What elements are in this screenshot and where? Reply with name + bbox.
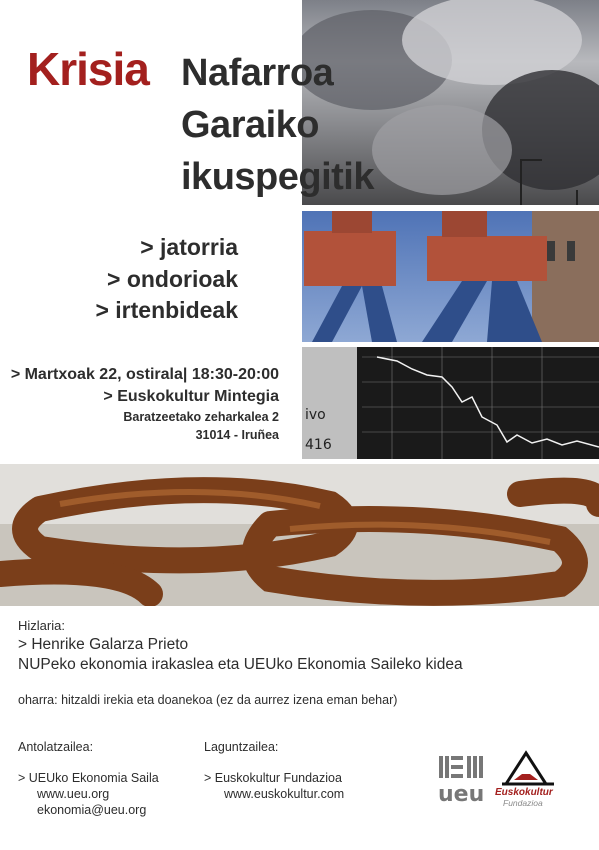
topic-origin: > jatorria [140,234,238,260]
event-city: 31014 - Iruñea [195,428,279,442]
speaker-label: Hizlaria: [18,618,65,633]
organizer-name: > UEUko Ekonomia Saila [18,771,159,785]
event-venue: > Euskokultur Mintegia [103,388,279,405]
event-street: Baratzeetako zeharkalea 2 [123,410,279,424]
board-number-2: 416 [305,437,332,453]
chain-illustration [0,464,599,606]
speaker-role: NUPeko ekonomia irakaslea eta UEUko Ekonomia Saileko kidea [18,656,463,673]
organizer-label: Antolatzailea: [18,740,94,754]
title-highlight: Krisia [27,43,149,95]
supporter-name: > Euskokultur Fundazioa [204,771,342,785]
supporter-website-link[interactable]: www.euskokultur.com [224,787,345,801]
crane-photo [302,211,599,342]
supporter-label: Laguntzailea: [204,740,279,754]
title-line-2: Garaiko [181,104,320,146]
note-text: oharra: hitzaldi irekia eta doanekoa (ez da aurrez izena eman behar) [18,693,398,707]
chain-photo [0,464,599,606]
euskokultur-logo-text: Euskokultur [495,787,553,798]
board-number-1: ivo [305,407,326,423]
topic-consequences: > ondorioak [107,266,238,292]
stock-board-illustration [302,347,599,459]
euskokultur-logo-mark [494,750,564,786]
organizer-email-link[interactable]: ekonomia@ueu.org [37,803,147,817]
ueu-logo-text: ueu [438,782,485,805]
stock-board-photo [302,347,599,459]
euskokultur-logo-subtext: Fundazioa [503,798,543,808]
crane-illustration [302,211,599,342]
ueu-logo-mark [437,753,489,805]
event-date-time: > Martxoak 22, ostirala| 18:30-20:00 [10,366,279,383]
ueu-logo [437,753,489,805]
organizer-website-link[interactable]: www.ueu.org [37,787,110,801]
title-line-3: ikuspegitik [181,156,374,198]
topic-solutions: > irtenbideak [95,297,238,323]
title-line-1: Nafarroa [181,52,334,94]
speaker-name: > Henrike Galarza Prieto [18,636,189,653]
